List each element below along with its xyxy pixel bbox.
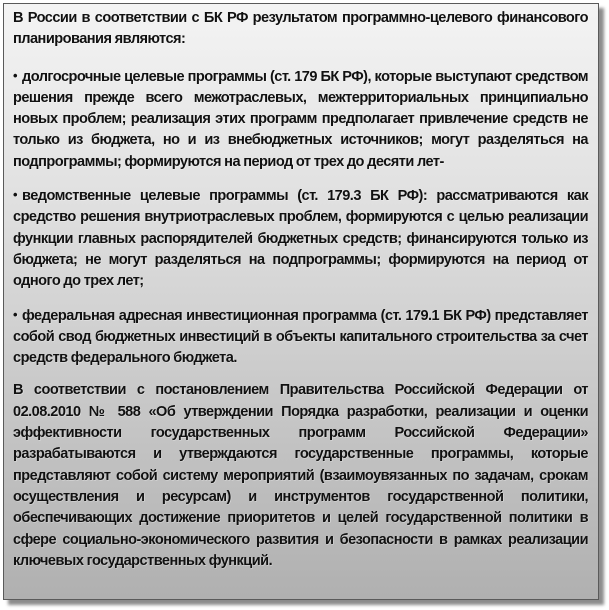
list-item-departmental-programs: [13, 184, 588, 292]
list-item-long-term-programs: [13, 65, 588, 173]
list-item-investment-program: [13, 304, 588, 370]
list-item-text: долгосрочные целевые программы (ст. 179 БК РФ), которые выступают средством решения прежде всего межотраслевых, межтерриториальных принципиально новых проблем; реализация этих программ предполагает привлечение средств не только из бюджета, но и из внебюджетных источников; могут разделяться на подпрограммы; формируются на период от трех до десяти лет-: [13, 68, 588, 170]
text-box: [3, 3, 599, 600]
list-item-text: ведомственные целевые программы (ст. 179.3 БК РФ): рассматриваются как средство решения внутриотраслевых проблем, формируются с целью реализации функции главных распорядителей бюджетных средств; финансируются только из бюджета; не могут разделяться на подпрограммы; формируются на период от одного до трех лет;: [13, 188, 588, 290]
bullet-icon: •: [13, 67, 18, 83]
intro-paragraph: В России в соответствии с БК РФ результатом программно-целевого финансового планирования являются:: [13, 10, 588, 48]
bullet-icon: •: [13, 187, 18, 203]
bullet-icon: •: [13, 306, 18, 322]
list-item-text: федеральная адресная инвестиционная программа (ст. 179.1 БК РФ) представляет собой свод бюджетных инвестиций в объекты капитального строительства за счет средств федерального бюджета.: [13, 307, 588, 367]
closing-paragraph: В соответствии с постановлением Правительства Российской Федерации от 02.08.2010 № 588 «Об утверждении Порядка разработки, реализации и оценки эффективности государственных программ Российской Федерации» разрабатываются и утверждаются государственные программы, которые представляют собой систему мероприятий (взаимоувязанных по задачам, срокам осуществления и ресурсам) и инструментов государственной политики, обеспечивающих достижение приоритетов и целей государственной политики в сфере социально-экономического развития и безопасности в рамках реализации ключевых государственных функций.: [13, 382, 588, 569]
